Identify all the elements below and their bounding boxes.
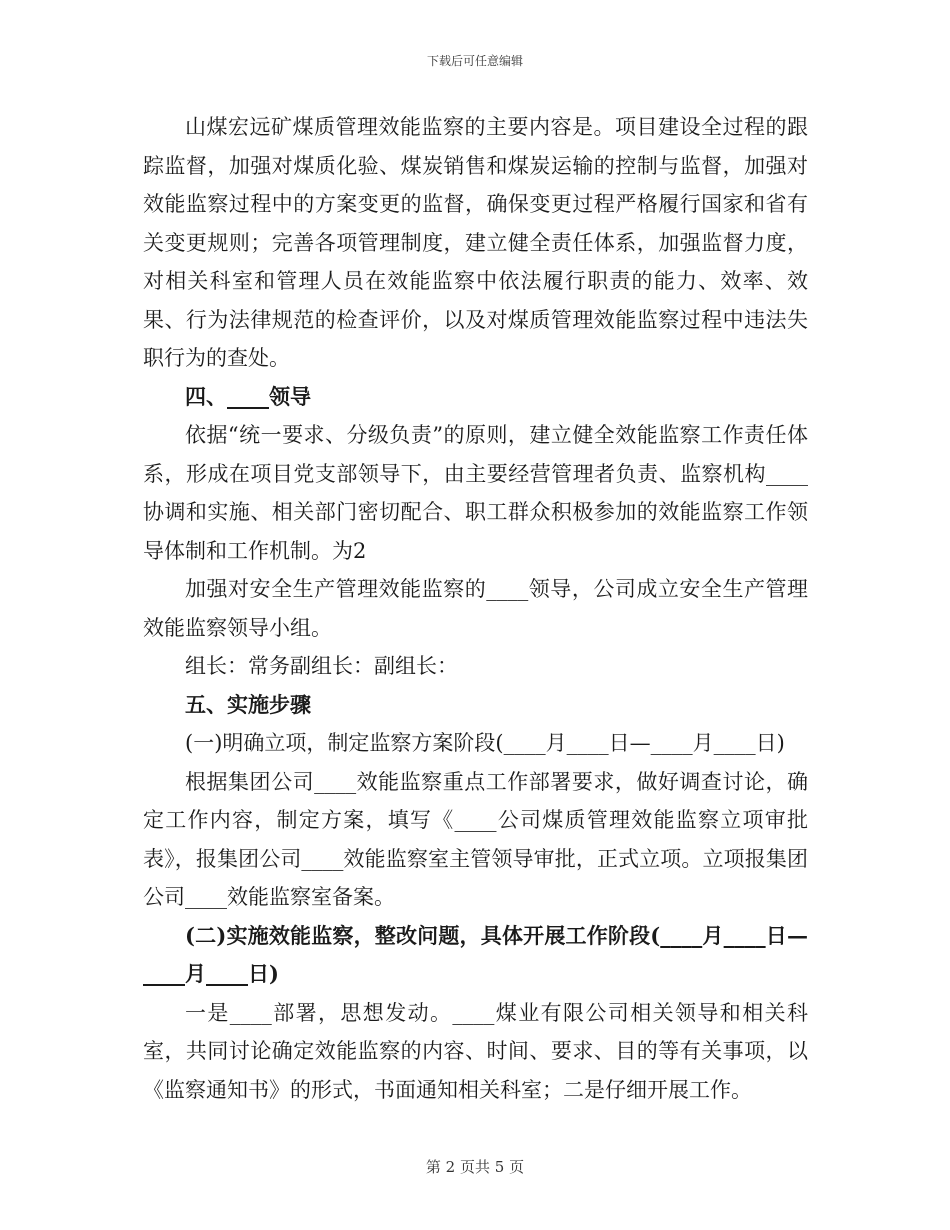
paragraph-step-two: (二)实施效能监察，整改问题，具体开展工作阶段(____月____日—____月____日): [143, 922, 808, 986]
paragraph-main-content: 山煤宏远矿煤质管理效能监察的主要内容是。项目建设全过程的跟踪监督，加强对煤质化验、煤炭销售和煤炭运输的控制与监督，加强对效能监察过程中的方案变更的监督，确保变更过程严格履行国家和省有关变更规则；完善各项管理制度，建立健全责任体系，加强监督力度，对相关科室和管理人员在效能监察中依法履行职责的能力、效率、效果、行为法律规范的检查评价，以及对煤质管理效能监察过程中违法失职行为的查处。: [143, 115, 808, 370]
paragraph-step-one: (一)明确立项，制定监察方案阶段(____月____日—____月____日): [185, 731, 785, 755]
section-heading-steps: 五、实施步骤: [185, 691, 311, 717]
document-body: [143, 108, 808, 1109]
section-heading-leadership: 四、____领导: [185, 383, 311, 409]
paragraph-responsibility-system: 依据“统一要求、分级负责”的原则，建立健全效能监察工作责任体系，形成在项目党支部领导下，由主要经营管理者负责、监察机构____协调和实施、相关部门密切配合、职工群众积极参加的效能监察工作领导体制和工作机制。为2: [143, 423, 808, 563]
page-header: 下载后可任意编辑: [426, 54, 523, 68]
paragraph-group-members: 组长：常务副组长：副组长：: [185, 654, 458, 678]
paragraph-leadership-group: 加强对安全生产管理效能监察的____领导，公司成立安全生产管理效能监察领导小组。: [143, 577, 808, 640]
paragraph-step-one-detail: 根据集团公司____效能监察重点工作部署要求，做好调查讨论，确定工作内容，制定方案，填写《____公司煤质管理效能监察立项审批表》，报集团公司____效能监察室主管领导审批，正式立项。立项报集团公司____效能监察室备案。: [143, 769, 808, 909]
paragraph-step-two-detail: 一是____部署，思想发动。____煤业有限公司相关领导和相关科室，共同讨论确定效能监察的内容、时间、要求、目的等有关事项，以《监察通知书》的形式，书面通知相关科室；二是仔细开展工作。: [143, 1000, 808, 1102]
page-footer: 第 2 页共 5 页: [425, 1158, 525, 1176]
